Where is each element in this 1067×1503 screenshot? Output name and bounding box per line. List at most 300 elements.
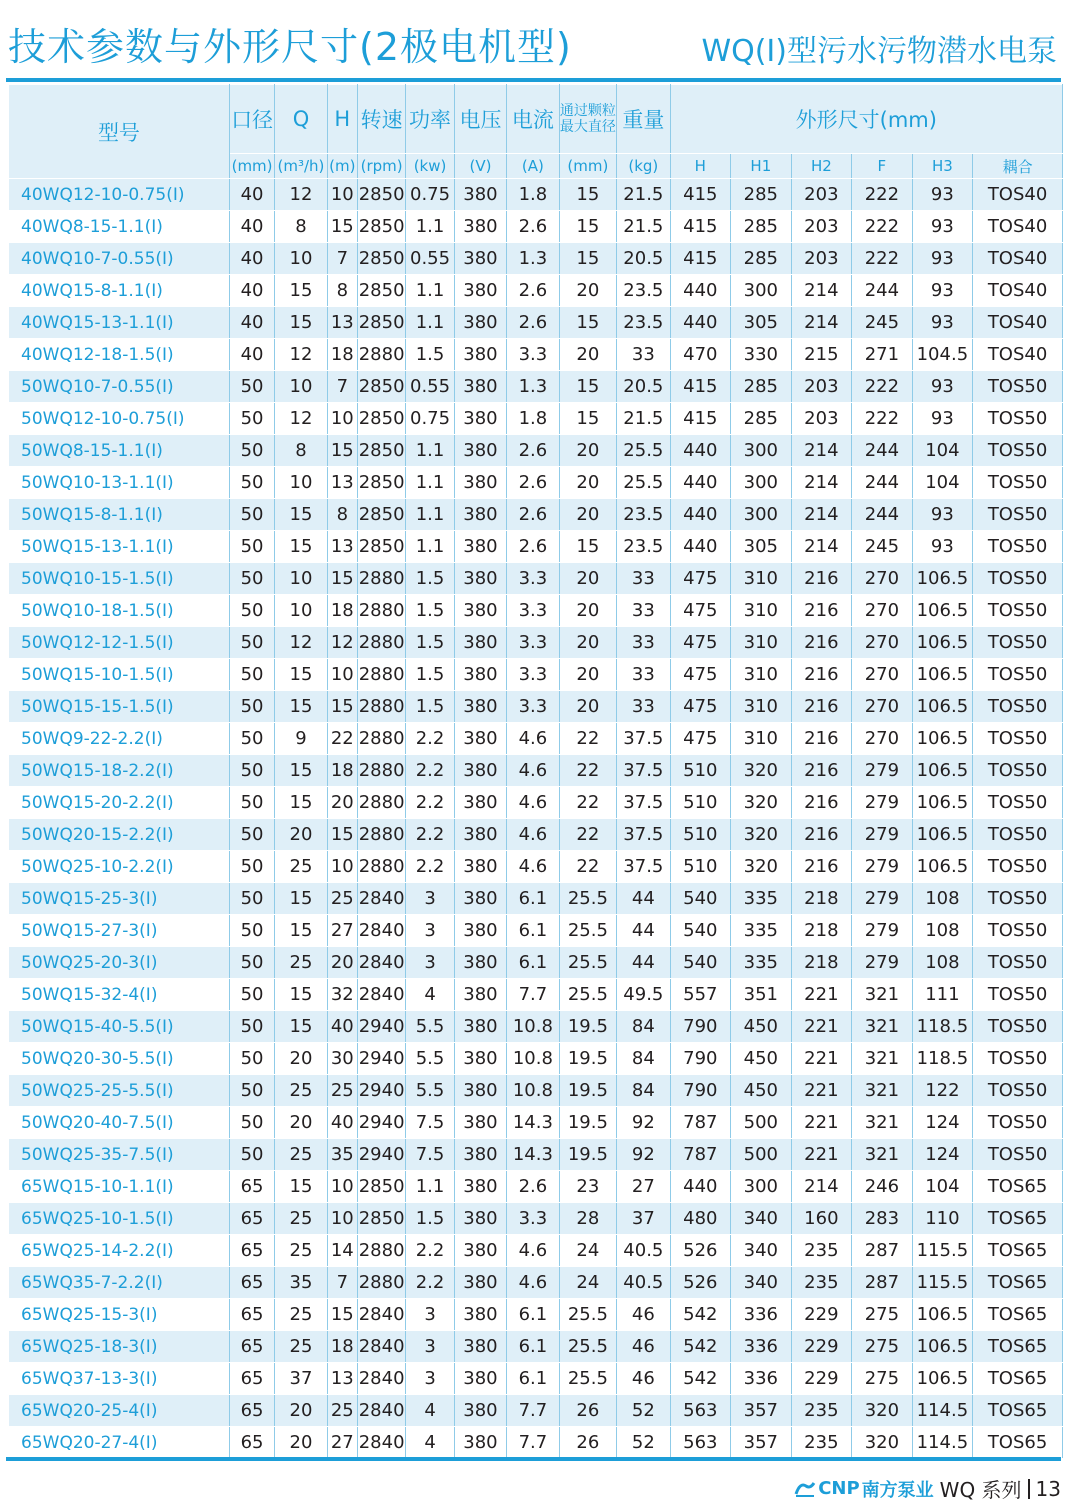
table-cell: 3.3 — [507, 1203, 559, 1235]
table-cell: 20 — [275, 1043, 327, 1075]
table-cell: 46 — [617, 1299, 670, 1331]
table-cell: 4.6 — [507, 723, 559, 755]
table-cell: 1.1 — [406, 307, 454, 339]
table-cell: 104 — [912, 467, 973, 499]
table-cell: 15 — [559, 371, 616, 403]
table-cell: 12 — [275, 627, 327, 659]
table-cell: TOS65 — [973, 1267, 1063, 1299]
table-cell: TOS50 — [973, 915, 1063, 947]
table-cell: 23.5 — [617, 499, 670, 531]
table-cell: 27 — [327, 1427, 357, 1459]
table-cell: 510 — [670, 819, 731, 851]
table-cell: 93 — [912, 179, 973, 211]
table-cell: 216 — [791, 851, 852, 883]
table-row — [9, 1331, 1063, 1363]
table-cell: 475 — [670, 627, 731, 659]
table-cell: 2840 — [357, 915, 405, 947]
table-cell: 1.5 — [406, 563, 454, 595]
table-cell: 50 — [229, 531, 274, 563]
table-cell: 18 — [327, 755, 357, 787]
table-cell: 321 — [852, 979, 913, 1011]
table-cell: 336 — [731, 1331, 792, 1363]
table-cell: 8 — [327, 275, 357, 307]
table-cell: 25 — [275, 1075, 327, 1107]
table-cell: 229 — [791, 1331, 852, 1363]
table-cell: 20 — [559, 467, 616, 499]
table-cell: 450 — [731, 1011, 792, 1043]
top-divider — [6, 78, 1061, 82]
table-cell: TOS50 — [973, 979, 1063, 1011]
table-cell: 93 — [912, 371, 973, 403]
table-cell: 279 — [852, 915, 913, 947]
table-cell: 335 — [731, 883, 792, 915]
table-cell: 106.5 — [912, 1299, 973, 1331]
table-cell: 50 — [229, 1043, 274, 1075]
table-cell: 475 — [670, 723, 731, 755]
table-cell: 10 — [275, 467, 327, 499]
table-cell: 12 — [275, 403, 327, 435]
table-cell: TOS50 — [973, 755, 1063, 787]
table-cell: 1.1 — [406, 1171, 454, 1203]
table-cell: 275 — [852, 1331, 913, 1363]
table-row — [9, 1171, 1063, 1203]
model-cell: 50WQ25-25-5.5(Ⅰ) — [9, 1075, 230, 1107]
table-cell: 336 — [731, 1363, 792, 1395]
col-header-voltage: 电压 — [454, 85, 506, 154]
table-cell: 10.8 — [507, 1011, 559, 1043]
table-cell: 20 — [327, 947, 357, 979]
table-cell: 8 — [275, 435, 327, 467]
table-cell: 93 — [912, 403, 973, 435]
model-cell: 40WQ15-13-1.1(Ⅰ) — [9, 307, 230, 339]
table-cell: 20 — [559, 435, 616, 467]
table-row — [9, 915, 1063, 947]
table-cell: 2840 — [357, 1331, 405, 1363]
table-cell: 93 — [912, 211, 973, 243]
table-cell: 106.5 — [912, 755, 973, 787]
table-cell: TOS50 — [973, 723, 1063, 755]
table-cell: 93 — [912, 531, 973, 563]
table-cell: 13 — [327, 467, 357, 499]
col-header-weight: 重量 — [617, 85, 670, 154]
table-cell: 115.5 — [912, 1267, 973, 1299]
table-cell: 33 — [617, 691, 670, 723]
table-cell: 2880 — [357, 1235, 405, 1267]
table-cell: 510 — [670, 755, 731, 787]
table-cell: 542 — [670, 1299, 731, 1331]
table-cell: 320 — [731, 787, 792, 819]
table-cell: 13 — [327, 307, 357, 339]
table-cell: 351 — [731, 979, 792, 1011]
table-cell: TOS50 — [973, 883, 1063, 915]
table-cell: 380 — [454, 275, 506, 307]
model-cell: 50WQ12-10-0.75(Ⅰ) — [9, 403, 230, 435]
table-cell: 244 — [852, 275, 913, 307]
table-cell: 50 — [229, 1075, 274, 1107]
table-cell: 19.5 — [559, 1043, 616, 1075]
table-cell: 2850 — [357, 403, 405, 435]
table-cell: 310 — [731, 563, 792, 595]
table-cell: 216 — [791, 723, 852, 755]
table-cell: TOS50 — [973, 563, 1063, 595]
table-cell: 540 — [670, 883, 731, 915]
table-cell: 2850 — [357, 275, 405, 307]
table-cell: 244 — [852, 499, 913, 531]
table-cell: 340 — [731, 1203, 792, 1235]
table-cell: 106.5 — [912, 1331, 973, 1363]
table-cell: 2.6 — [507, 307, 559, 339]
table-cell: 283 — [852, 1203, 913, 1235]
dim-col-h1: H1 — [731, 154, 792, 179]
table-cell: 440 — [670, 531, 731, 563]
table-row — [9, 1011, 1063, 1043]
table-cell: 2840 — [357, 1395, 405, 1427]
table-cell: 93 — [912, 307, 973, 339]
table-cell: 25 — [327, 1075, 357, 1107]
model-cell: 50WQ9-22-2.2(Ⅰ) — [9, 723, 230, 755]
table-cell: 310 — [731, 691, 792, 723]
model-cell: 40WQ12-18-1.5(Ⅰ) — [9, 339, 230, 371]
model-cell: 65WQ25-18-3(Ⅰ) — [9, 1331, 230, 1363]
table-cell: 20.5 — [617, 243, 670, 275]
table-cell: 380 — [454, 1395, 506, 1427]
table-cell: 222 — [852, 243, 913, 275]
table-cell: 321 — [852, 1011, 913, 1043]
col-header-particle: 通过颗粒最大直径 — [559, 85, 616, 154]
table-cell: 2840 — [357, 979, 405, 1011]
table-cell: 14.3 — [507, 1139, 559, 1171]
table-cell: 40 — [229, 339, 274, 371]
table-cell: 2.6 — [507, 211, 559, 243]
table-cell: 475 — [670, 595, 731, 627]
table-cell: 18 — [327, 1331, 357, 1363]
table-cell: TOS65 — [973, 1331, 1063, 1363]
table-cell: 279 — [852, 755, 913, 787]
table-cell: 92 — [617, 1107, 670, 1139]
table-cell: 20 — [559, 627, 616, 659]
table-cell: 320 — [731, 819, 792, 851]
table-cell: 23 — [559, 1171, 616, 1203]
table-header — [9, 85, 1063, 179]
table-cell: 1.3 — [507, 243, 559, 275]
table-row — [9, 755, 1063, 787]
table-cell: 22 — [559, 723, 616, 755]
table-cell: 15 — [275, 755, 327, 787]
table-cell: 285 — [731, 403, 792, 435]
table-cell: 270 — [852, 563, 913, 595]
table-cell: TOS40 — [973, 307, 1063, 339]
table-cell: 65 — [229, 1363, 274, 1395]
table-cell: 12 — [327, 627, 357, 659]
table-cell: 330 — [731, 339, 792, 371]
table-cell: 1.5 — [406, 595, 454, 627]
table-cell: 50 — [229, 947, 274, 979]
table-cell: 3 — [406, 883, 454, 915]
table-cell: 50 — [229, 371, 274, 403]
table-row — [9, 1395, 1063, 1427]
table-cell: 3 — [406, 1299, 454, 1331]
model-cell: 50WQ15-27-3(Ⅰ) — [9, 915, 230, 947]
table-cell: 14.3 — [507, 1107, 559, 1139]
dim-col-h: H — [670, 154, 731, 179]
table-cell: 3 — [406, 1363, 454, 1395]
table-cell: 1.5 — [406, 339, 454, 371]
table-cell: 380 — [454, 1139, 506, 1171]
table-cell: 12 — [275, 339, 327, 371]
table-cell: 2840 — [357, 883, 405, 915]
table-cell: TOS50 — [973, 1043, 1063, 1075]
dim-col-coupling: 耦合 — [973, 154, 1063, 179]
table-cell: 27 — [327, 915, 357, 947]
table-cell: 15 — [275, 275, 327, 307]
table-row — [9, 499, 1063, 531]
table-row — [9, 211, 1063, 243]
table-cell: 2.6 — [507, 1171, 559, 1203]
unit-power: (kw) — [406, 154, 454, 179]
table-cell: 23.5 — [617, 531, 670, 563]
table-cell: 440 — [670, 275, 731, 307]
table-cell: 23.5 — [617, 307, 670, 339]
table-cell: 2850 — [357, 1171, 405, 1203]
table-cell: 380 — [454, 691, 506, 723]
table-cell: 300 — [731, 275, 792, 307]
table-row — [9, 1427, 1063, 1459]
table-cell: 321 — [852, 1075, 913, 1107]
table-cell: 108 — [912, 915, 973, 947]
table-cell: 221 — [791, 1075, 852, 1107]
table-cell: 279 — [852, 819, 913, 851]
model-cell: 65WQ37-13-3(Ⅰ) — [9, 1363, 230, 1395]
table-row — [9, 1299, 1063, 1331]
table-cell: 2880 — [357, 691, 405, 723]
table-cell: 415 — [670, 211, 731, 243]
table-cell: 2940 — [357, 1075, 405, 1107]
table-cell: 300 — [731, 435, 792, 467]
table-cell: 6.1 — [507, 915, 559, 947]
table-cell: 271 — [852, 339, 913, 371]
table-cell: 2850 — [357, 243, 405, 275]
table-cell: TOS65 — [973, 1427, 1063, 1459]
table-cell: 415 — [670, 403, 731, 435]
model-cell: 50WQ20-40-7.5(Ⅰ) — [9, 1107, 230, 1139]
table-cell: 25.5 — [559, 883, 616, 915]
table-cell: 4 — [406, 1427, 454, 1459]
table-cell: 321 — [852, 1107, 913, 1139]
table-cell: 2940 — [357, 1011, 405, 1043]
model-cell: 50WQ15-25-3(Ⅰ) — [9, 883, 230, 915]
table-cell: 279 — [852, 883, 913, 915]
table-cell: 118.5 — [912, 1043, 973, 1075]
table-cell: 235 — [791, 1267, 852, 1299]
table-cell: 216 — [791, 691, 852, 723]
table-cell: 380 — [454, 1075, 506, 1107]
model-cell: 65WQ35-7-2.2(Ⅰ) — [9, 1267, 230, 1299]
table-cell: 13 — [327, 1363, 357, 1395]
table-cell: TOS65 — [973, 1395, 1063, 1427]
table-row — [9, 723, 1063, 755]
table-cell: 340 — [731, 1267, 792, 1299]
table-cell: 37 — [617, 1203, 670, 1235]
table-cell: 415 — [670, 243, 731, 275]
table-cell: 1.5 — [406, 659, 454, 691]
table-cell: 221 — [791, 1107, 852, 1139]
table-cell: 84 — [617, 1011, 670, 1043]
table-cell: 2850 — [357, 211, 405, 243]
table-cell: 2880 — [357, 1267, 405, 1299]
table-cell: 1.1 — [406, 275, 454, 307]
table-cell: 115.5 — [912, 1235, 973, 1267]
table-cell: 380 — [454, 851, 506, 883]
table-cell: 7.7 — [507, 1395, 559, 1427]
table-cell: 20 — [559, 691, 616, 723]
table-cell: 10 — [275, 243, 327, 275]
table-cell: 215 — [791, 339, 852, 371]
table-cell: 40 — [229, 211, 274, 243]
model-cell: 50WQ12-12-1.5(Ⅰ) — [9, 627, 230, 659]
table-cell: 50 — [229, 979, 274, 1011]
table-cell: 320 — [731, 755, 792, 787]
table-row — [9, 979, 1063, 1011]
table-cell: 214 — [791, 435, 852, 467]
table-cell: 321 — [852, 1139, 913, 1171]
table-cell: 6.1 — [507, 1363, 559, 1395]
table-cell: 216 — [791, 595, 852, 627]
table-cell: TOS50 — [973, 435, 1063, 467]
table-cell: 222 — [852, 403, 913, 435]
table-cell: 335 — [731, 915, 792, 947]
table-cell: 4.6 — [507, 819, 559, 851]
table-cell: 14 — [327, 1235, 357, 1267]
table-cell: 20 — [559, 275, 616, 307]
table-cell: 310 — [731, 627, 792, 659]
table-cell: 5.5 — [406, 1011, 454, 1043]
table-cell: TOS50 — [973, 787, 1063, 819]
col-header-flow: Q — [275, 85, 327, 154]
model-cell: 50WQ15-15-1.5(Ⅰ) — [9, 691, 230, 723]
table-cell: 305 — [731, 307, 792, 339]
table-cell: 25.5 — [559, 915, 616, 947]
table-cell: TOS50 — [973, 819, 1063, 851]
table-cell: 380 — [454, 1235, 506, 1267]
model-cell: 50WQ10-7-0.55(Ⅰ) — [9, 371, 230, 403]
table-cell: 216 — [791, 755, 852, 787]
table-row — [9, 1203, 1063, 1235]
table-cell: 50 — [229, 755, 274, 787]
table-cell: 310 — [731, 723, 792, 755]
table-cell: 37.5 — [617, 851, 670, 883]
table-cell: 475 — [670, 563, 731, 595]
table-row — [9, 1043, 1063, 1075]
table-cell: 7.7 — [507, 979, 559, 1011]
table-cell: 3.3 — [507, 659, 559, 691]
table-cell: 22 — [559, 851, 616, 883]
model-cell: 50WQ10-15-1.5(Ⅰ) — [9, 563, 230, 595]
table-cell: 65 — [229, 1171, 274, 1203]
table-cell: 380 — [454, 883, 506, 915]
table-cell: 2850 — [357, 435, 405, 467]
table-cell: TOS50 — [973, 531, 1063, 563]
table-cell: 380 — [454, 371, 506, 403]
table-cell: 2.6 — [507, 275, 559, 307]
table-cell: TOS50 — [973, 659, 1063, 691]
table-cell: 20 — [559, 563, 616, 595]
table-cell: 65 — [229, 1331, 274, 1363]
table-cell: 3.3 — [507, 691, 559, 723]
table-cell: 380 — [454, 243, 506, 275]
table-cell: 10 — [327, 1203, 357, 1235]
table-cell: 440 — [670, 1171, 731, 1203]
table-cell: 2850 — [357, 531, 405, 563]
model-cell: 50WQ20-15-2.2(Ⅰ) — [9, 819, 230, 851]
table-cell: 380 — [454, 947, 506, 979]
table-cell: 380 — [454, 787, 506, 819]
table-cell: 114.5 — [912, 1395, 973, 1427]
model-cell: 50WQ15-32-4(Ⅰ) — [9, 979, 230, 1011]
table-cell: 542 — [670, 1363, 731, 1395]
table-cell: 380 — [454, 403, 506, 435]
table-cell: 380 — [454, 1363, 506, 1395]
table-cell: 40 — [229, 243, 274, 275]
table-cell: 15 — [275, 531, 327, 563]
table-row — [9, 1139, 1063, 1171]
table-cell: 37.5 — [617, 723, 670, 755]
table-cell: 108 — [912, 947, 973, 979]
table-cell: TOS65 — [973, 1363, 1063, 1395]
table-cell: 3 — [406, 947, 454, 979]
model-cell: 40WQ15-8-1.1(Ⅰ) — [9, 275, 230, 307]
table-cell: 15 — [327, 211, 357, 243]
page-subtitle: WQ(Ⅰ)型污水污物潜水电泵 — [701, 34, 1057, 69]
table-cell: 214 — [791, 467, 852, 499]
page-number: 13 — [1035, 1476, 1061, 1501]
table-cell: 270 — [852, 595, 913, 627]
table-cell: TOS65 — [973, 1299, 1063, 1331]
table-row — [9, 851, 1063, 883]
col-header-power: 功率 — [406, 85, 454, 154]
table-cell: 2880 — [357, 595, 405, 627]
table-cell: 246 — [852, 1171, 913, 1203]
table-cell: 65 — [229, 1267, 274, 1299]
table-cell: 6.1 — [507, 947, 559, 979]
table-cell: 526 — [670, 1267, 731, 1299]
table-cell: 2850 — [357, 467, 405, 499]
table-cell: TOS40 — [973, 243, 1063, 275]
table-cell: 44 — [617, 883, 670, 915]
table-cell: 336 — [731, 1299, 792, 1331]
table-cell: 50 — [229, 403, 274, 435]
table-cell: TOS40 — [973, 211, 1063, 243]
brand-chinese: 南方泵业 — [861, 1479, 934, 1501]
table-cell: 450 — [731, 1043, 792, 1075]
table-cell: 15 — [275, 1171, 327, 1203]
table-cell: 270 — [852, 723, 913, 755]
table-cell: 25 — [275, 1139, 327, 1171]
table-cell: 526 — [670, 1235, 731, 1267]
table-cell: 2.6 — [507, 499, 559, 531]
table-cell: 1.5 — [406, 1203, 454, 1235]
table-cell: 44 — [617, 915, 670, 947]
table-body — [9, 179, 1063, 1459]
table-cell: 2880 — [357, 339, 405, 371]
table-cell: 4.6 — [507, 755, 559, 787]
table-cell: 50 — [229, 1011, 274, 1043]
table-cell: 380 — [454, 627, 506, 659]
table-cell: 275 — [852, 1299, 913, 1331]
table-row — [9, 659, 1063, 691]
table-cell: TOS50 — [973, 851, 1063, 883]
table-cell: 37 — [275, 1363, 327, 1395]
table-cell: TOS65 — [973, 1235, 1063, 1267]
